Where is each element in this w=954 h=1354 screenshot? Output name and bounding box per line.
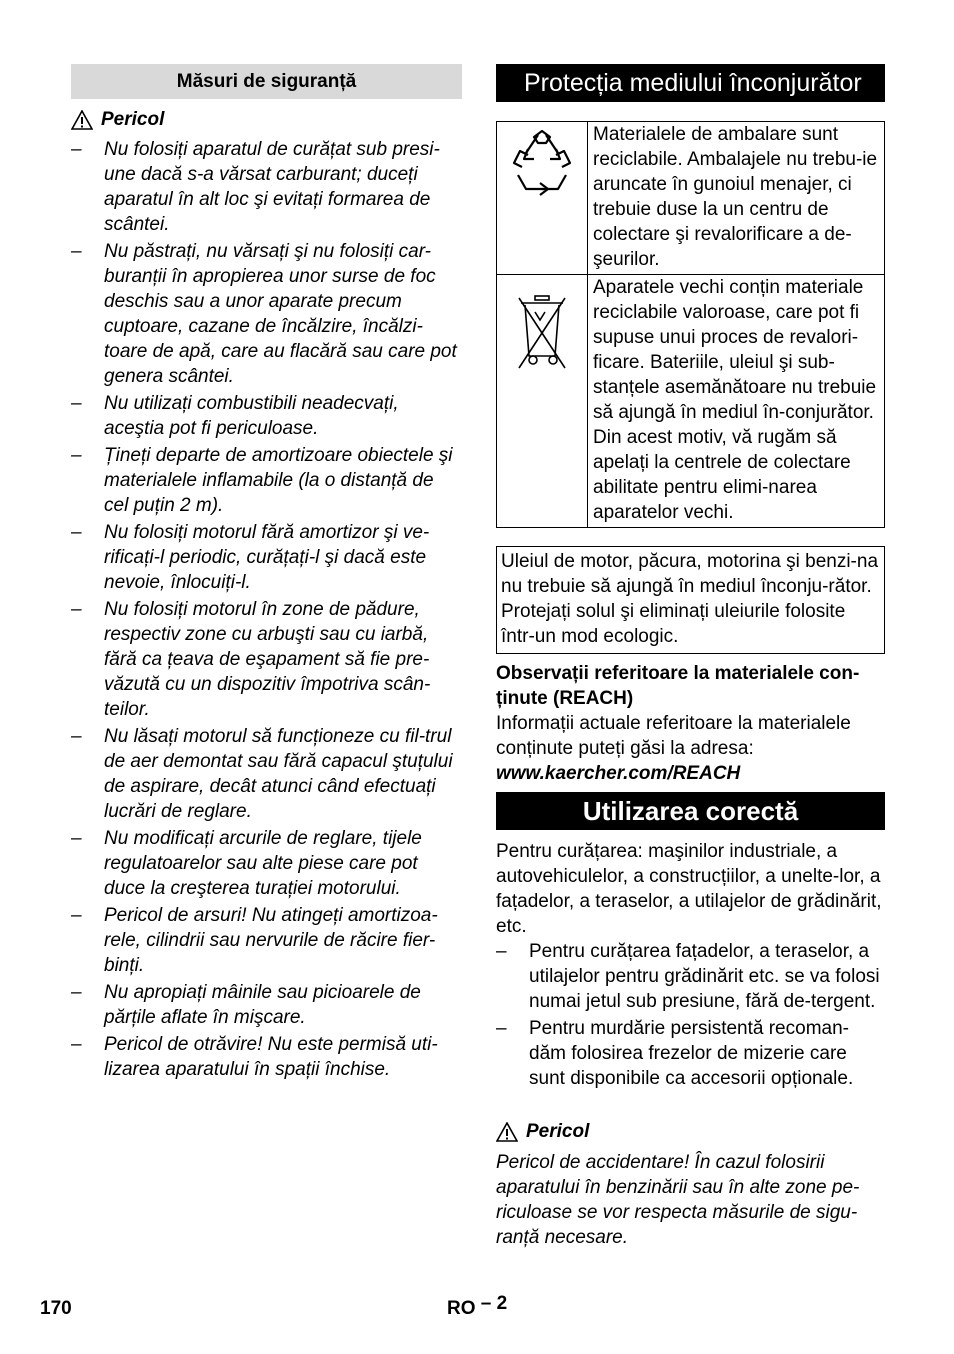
footer-lang-code: RO [447,1298,476,1319]
list-item: – Pericol de otrăvire! Nu este permisă uti-lizarea aparatului în spații închise. [71,1034,438,1080]
list-item: – Nu folosiți motorul fără amortizor şi ve-rificați-l periodic, curățați-l şi dacă este nevoie, înlocuiți-l. [71,522,430,593]
reach-text: Informații actuale referitoare la materialele conținute puteți găsi la adresa: [496,713,851,759]
list-item: – Pericol de arsuri! Nu atingeți amortizoa-rele, cilindrii sau nervurile de răcire fier-binți. [71,905,438,976]
table-row [497,275,885,528]
list-item: – Pentru curățarea fațadelor, a teraselor, a utilajelor pentru grădinărit etc. se va folosi numai jetul sub presiune, fără de-tergent. [496,941,880,1012]
list-item: – Țineți departe de amortizoare obiectele şi materialele inflamabile (la o distanță de cel puțin 2 m). [71,445,453,516]
section-heading-safety [71,64,462,99]
section-heading-environment [496,64,885,102]
list-item: – Nu utilizați combustibili neadecvați, aceştia pot fi periculoase. [71,393,399,439]
list-item: – Nu lăsați motorul să funcționeze cu fil-trul de aer demontat sau fără capacul ştuțului de aspirare, decât atunci când efectuați lucrări de reglare. [71,726,453,822]
oil-note-box [496,546,885,654]
section-heading-safety-text: Măsuri de siguranță [176,70,357,92]
list-item: – Nu modificați arcurile de reglare, tijele regulatoarelor sau alte piese care pot duce la creşterea turației motorului. [71,828,422,899]
list-item: – Pentru murdărie persistentă recoman-dăm folosirea frezelor de mizerie care sunt disponibile ca accesorii opționale. [496,1018,854,1089]
text-cell: Aparatele vechi conțin materiale reciclabile valoroase, care pot fi supuse unui proces de revalori-ficare. Bateriile, uleiul şi sub-stanțele asemănătoare nu trebuie să ajungă în mediul în-conjurător. Din acest motiv, vă rugăm să apelați la centrele de colectare abilitate pentru elimi-narea aparatelor vechi. [588,275,885,528]
section-heading-proper-use [496,792,885,830]
reach-link[interactable]: www.kaercher.com/REACH [496,763,741,784]
proper-use-list [496,939,885,1093]
danger-label: Pericol [101,109,165,130]
danger-heading [71,109,164,131]
icon-cell [497,122,588,275]
list-item: – Nu folosiți aparatul de curățat sub presi-une dacă s-a vărsat carburant; duceți aparatul în alt loc şi evitați formarea de scântei. [71,139,440,235]
oil-note-text: Uleiul de motor, păcura, motorina şi benzi-na nu trebuie să ajungă în mediul înconju-rător. Protejați solul şi eliminați uleiurile folosite într-un mod ecologic. [501,551,879,647]
section-heading-environment-text: Protecția mediului înconjurător [524,68,862,97]
reach-heading: Observații referitoare la materialele con-ținute (REACH) [496,663,860,709]
list-item: – Nu apropiați mâinile sau picioarele de părțile aflate în mişcare. [71,982,421,1028]
text-cell: Materialele de ambalare sunt reciclabile. Ambalajele nu trebu-ie aruncate în gunoiul menajer, ci trebuie duse la un centru de colectare şi revalorificare a de-şeurilor. [588,122,885,275]
recycle-icon [504,123,580,203]
list-item: – Nu păstrați, nu vărsați şi nu folosiți car-buranții în apropierea unor surse de foc deschis sau a unor aparate precum cuptoare, cazane de încălzire, încălzi-toare de apă, care au flacără sau care pot genera scântei. [71,241,457,387]
warning-triangle-icon [496,1122,518,1142]
warning-triangle-icon [71,110,93,130]
danger-heading-2 [496,1121,589,1143]
table-row [497,122,885,275]
icon-cell [497,275,588,528]
proper-use-intro: Pentru curățarea: maşinilor industriale, a autovehiculelor, a construcțiilor, a unelte-lor, a fațadelor, a teraselor, a utilajelor de grădinărit, etc. [496,841,882,937]
crossed-bin-icon [507,290,577,372]
danger-text: Pericol de accidentare! În cazul folosirii aparatului în benzinării sau în alte zone pe-riculoase se vor respecta măsurile de sigu-ranță necesare. [496,1152,860,1248]
danger-label: Pericol [526,1121,590,1142]
list-item: – Nu folosiți motorul în zone de pădure, respectiv zone cu arbuşti sau cu iarbă, fără ca țeava de eşapament să fie pre-văzută cu un dispozitiv împotriva scân-teilor. [71,599,431,720]
footer-sub-page: – 2 [480,1293,508,1314]
section-heading-proper-use-text: Utilizarea corectă [582,795,799,826]
environment-table [496,121,885,528]
page-number: 170 [40,1298,72,1319]
safety-list [71,137,462,1084]
footer-language [447,1293,508,1320]
